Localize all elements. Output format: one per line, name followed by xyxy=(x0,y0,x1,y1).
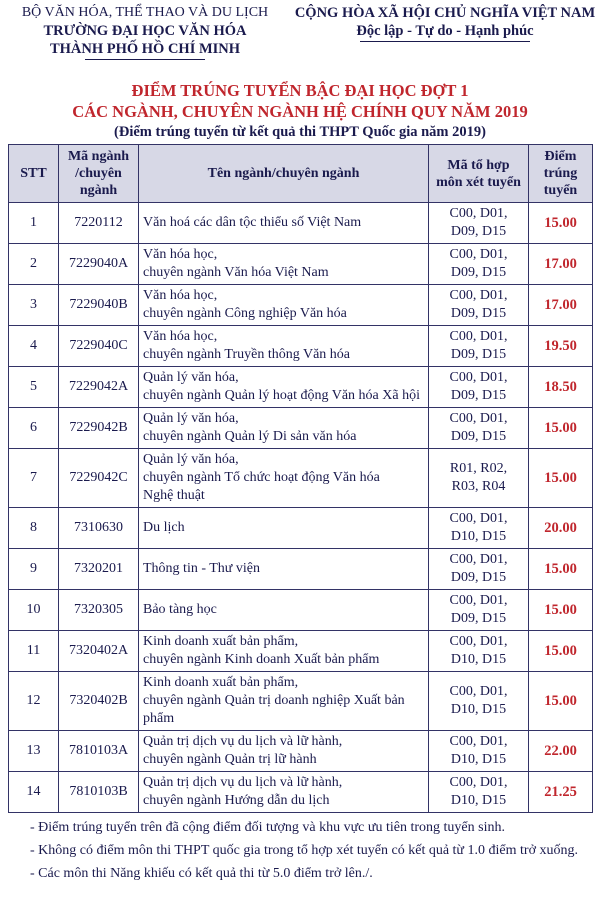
table-row xyxy=(9,731,593,772)
cell-name: Quản trị dịch vụ du lịch và lữ hành, chuyên ngành Quản trị lữ hành xyxy=(139,731,429,772)
cell-name: Quản lý văn hóa, chuyên ngành Quản lý hoạt động Văn hóa Xã hội xyxy=(139,367,429,408)
cell-stt: 1 xyxy=(9,203,59,244)
school-name-line2: THÀNH PHỐ HỒ CHÍ MINH xyxy=(49,41,241,57)
cell-combo: C00, D01, D09, D15 xyxy=(429,590,529,631)
cell-name: Du lịch xyxy=(139,508,429,549)
motto-underline xyxy=(360,41,530,42)
main-title-line2: CÁC NGÀNH, CHUYÊN NGÀNH HỆ CHÍNH QUY NĂM 2019 xyxy=(72,102,528,121)
cell-score: 15.00 xyxy=(529,449,593,508)
document-header xyxy=(0,4,600,66)
cell-combo: C00, D01, D10, D15 xyxy=(429,731,529,772)
cell-code: 7229042C xyxy=(59,449,139,508)
footnote: - Không có điểm môn thi THPT quốc gia trong tổ hợp xét tuyển có kết quả từ 1.0 điểm trở xuống. xyxy=(30,843,578,858)
cell-code: 7320402A xyxy=(59,631,139,672)
cell-score: 18.50 xyxy=(529,367,593,408)
cell-combo: C00, D01, D10, D15 xyxy=(429,631,529,672)
cell-code: 7320402B xyxy=(59,672,139,731)
cell-combo: C00, D01, D10, D15 xyxy=(429,672,529,731)
country-name: CỘNG HÒA XÃ HỘI CHỦ NGHĨA VIỆT NAM xyxy=(294,5,596,21)
cell-name: Bảo tàng học xyxy=(139,590,429,631)
cell-combo: C00, D01, D09, D15 xyxy=(429,244,529,285)
footnote: - Các môn thi Năng khiếu có kết quả thi từ 5.0 điểm trở lên./. xyxy=(30,866,373,881)
cell-name: Kinh doanh xuất bản phẩm, chuyên ngành Quản trị doanh nghiệp Xuất bản phẩm xyxy=(139,672,429,731)
cell-score: 15.00 xyxy=(529,549,593,590)
cell-combo: C00, D01, D10, D15 xyxy=(429,508,529,549)
cell-combo: R01, R02, R03, R04 xyxy=(429,449,529,508)
cell-code: 7310630 xyxy=(59,508,139,549)
cell-score: 15.00 xyxy=(529,408,593,449)
cell-score: 20.00 xyxy=(529,508,593,549)
cell-stt: 6 xyxy=(9,408,59,449)
cell-combo: C00, D01, D09, D15 xyxy=(429,367,529,408)
cell-name: Văn hóa học, chuyên ngành Văn hóa Việt Nam xyxy=(139,244,429,285)
school-name-line1: TRƯỜNG ĐẠI HỌC VĂN HÓA xyxy=(43,23,247,39)
main-title: ĐIỂM TRÚNG TUYỂN BẬC ĐẠI HỌC ĐỢT 1 xyxy=(131,81,469,100)
header-code: Mã ngành /chuyên ngành xyxy=(59,145,139,203)
cell-name: Quản lý văn hóa, chuyên ngành Quản lý Di sản văn hóa xyxy=(139,408,429,449)
cell-stt: 2 xyxy=(9,244,59,285)
cell-stt: 14 xyxy=(9,772,59,813)
cell-stt: 3 xyxy=(9,285,59,326)
cell-stt: 12 xyxy=(9,672,59,731)
cell-combo: C00, D01, D09, D15 xyxy=(429,285,529,326)
cell-code: 7810103A xyxy=(59,731,139,772)
cell-code: 7229040C xyxy=(59,326,139,367)
header-stt: STT xyxy=(9,145,59,203)
table-row xyxy=(9,590,593,631)
cell-stt: 10 xyxy=(9,590,59,631)
cell-code: 7229040B xyxy=(59,285,139,326)
cell-code: 7229042A xyxy=(59,367,139,408)
cell-combo: C00, D01, D09, D15 xyxy=(429,549,529,590)
header-combo: Mã tổ hợp môn xét tuyển xyxy=(429,145,529,203)
table-row xyxy=(9,326,593,367)
cell-name: Thông tin - Thư viện xyxy=(139,549,429,590)
cell-combo: C00, D01, D10, D15 xyxy=(429,772,529,813)
cell-stt: 9 xyxy=(9,549,59,590)
national-block xyxy=(290,4,600,42)
cell-score: 17.00 xyxy=(529,244,593,285)
table-row xyxy=(9,244,593,285)
table-row xyxy=(9,285,593,326)
header-score: Điểm trúng tuyển xyxy=(529,145,593,203)
admission-score-table xyxy=(8,144,593,813)
cell-code: 7320201 xyxy=(59,549,139,590)
cell-score: 22.00 xyxy=(529,731,593,772)
table-row xyxy=(9,549,593,590)
table-row xyxy=(9,408,593,449)
cell-stt: 4 xyxy=(9,326,59,367)
cell-combo: C00, D01, D09, D15 xyxy=(429,203,529,244)
cell-name: Quản trị dịch vụ du lịch và lữ hành, chuyên ngành Hướng dẫn du lịch xyxy=(139,772,429,813)
cell-score: 15.00 xyxy=(529,590,593,631)
footnote: - Điểm trúng tuyển trên đã cộng điểm đối tượng và khu vực ưu tiên trong tuyển sinh. xyxy=(30,820,505,835)
cell-stt: 7 xyxy=(9,449,59,508)
footnotes xyxy=(30,818,590,887)
cell-stt: 11 xyxy=(9,631,59,672)
cell-code: 7320305 xyxy=(59,590,139,631)
issuer-block xyxy=(0,4,290,60)
table-header-row xyxy=(9,145,593,203)
cell-score: 19.50 xyxy=(529,326,593,367)
national-motto: Độc lập - Tự do - Hạnh phúc xyxy=(356,23,534,39)
cell-score: 15.00 xyxy=(529,203,593,244)
subtitle: (Điểm trúng tuyển từ kết quả thi THPT Quốc gia năm 2019) xyxy=(114,124,486,140)
cell-code: 7810103B xyxy=(59,772,139,813)
table-row xyxy=(9,672,593,731)
cell-name: Văn hoá các dân tộc thiểu số Việt Nam xyxy=(139,203,429,244)
cell-score: 15.00 xyxy=(529,631,593,672)
issuer-underline xyxy=(85,59,205,60)
document-titles xyxy=(0,80,600,142)
ministry-name: BỘ VĂN HÓA, THỂ THAO VÀ DU LỊCH xyxy=(21,5,269,20)
table-row xyxy=(9,631,593,672)
cell-code: 7229040A xyxy=(59,244,139,285)
cell-name: Văn hóa học, chuyên ngành Truyền thông Văn hóa xyxy=(139,326,429,367)
header-name: Tên ngành/chuyên ngành xyxy=(139,145,429,203)
table-row xyxy=(9,772,593,813)
cell-name: Quản lý văn hóa, chuyên ngành Tổ chức hoạt động Văn hóa Nghệ thuật xyxy=(139,449,429,508)
cell-combo: C00, D01, D09, D15 xyxy=(429,408,529,449)
cell-name: Văn hóa học, chuyên ngành Công nghiệp Văn hóa xyxy=(139,285,429,326)
cell-stt: 8 xyxy=(9,508,59,549)
cell-code: 7229042B xyxy=(59,408,139,449)
table-row xyxy=(9,508,593,549)
cell-name: Kinh doanh xuất bản phẩm, chuyên ngành Kinh doanh Xuất bản phẩm xyxy=(139,631,429,672)
cell-score: 21.25 xyxy=(529,772,593,813)
cell-score: 15.00 xyxy=(529,672,593,731)
cell-stt: 5 xyxy=(9,367,59,408)
table-row xyxy=(9,203,593,244)
cell-score: 17.00 xyxy=(529,285,593,326)
table-row xyxy=(9,449,593,508)
cell-stt: 13 xyxy=(9,731,59,772)
cell-code: 7220112 xyxy=(59,203,139,244)
cell-combo: C00, D01, D09, D15 xyxy=(429,326,529,367)
table-row xyxy=(9,367,593,408)
